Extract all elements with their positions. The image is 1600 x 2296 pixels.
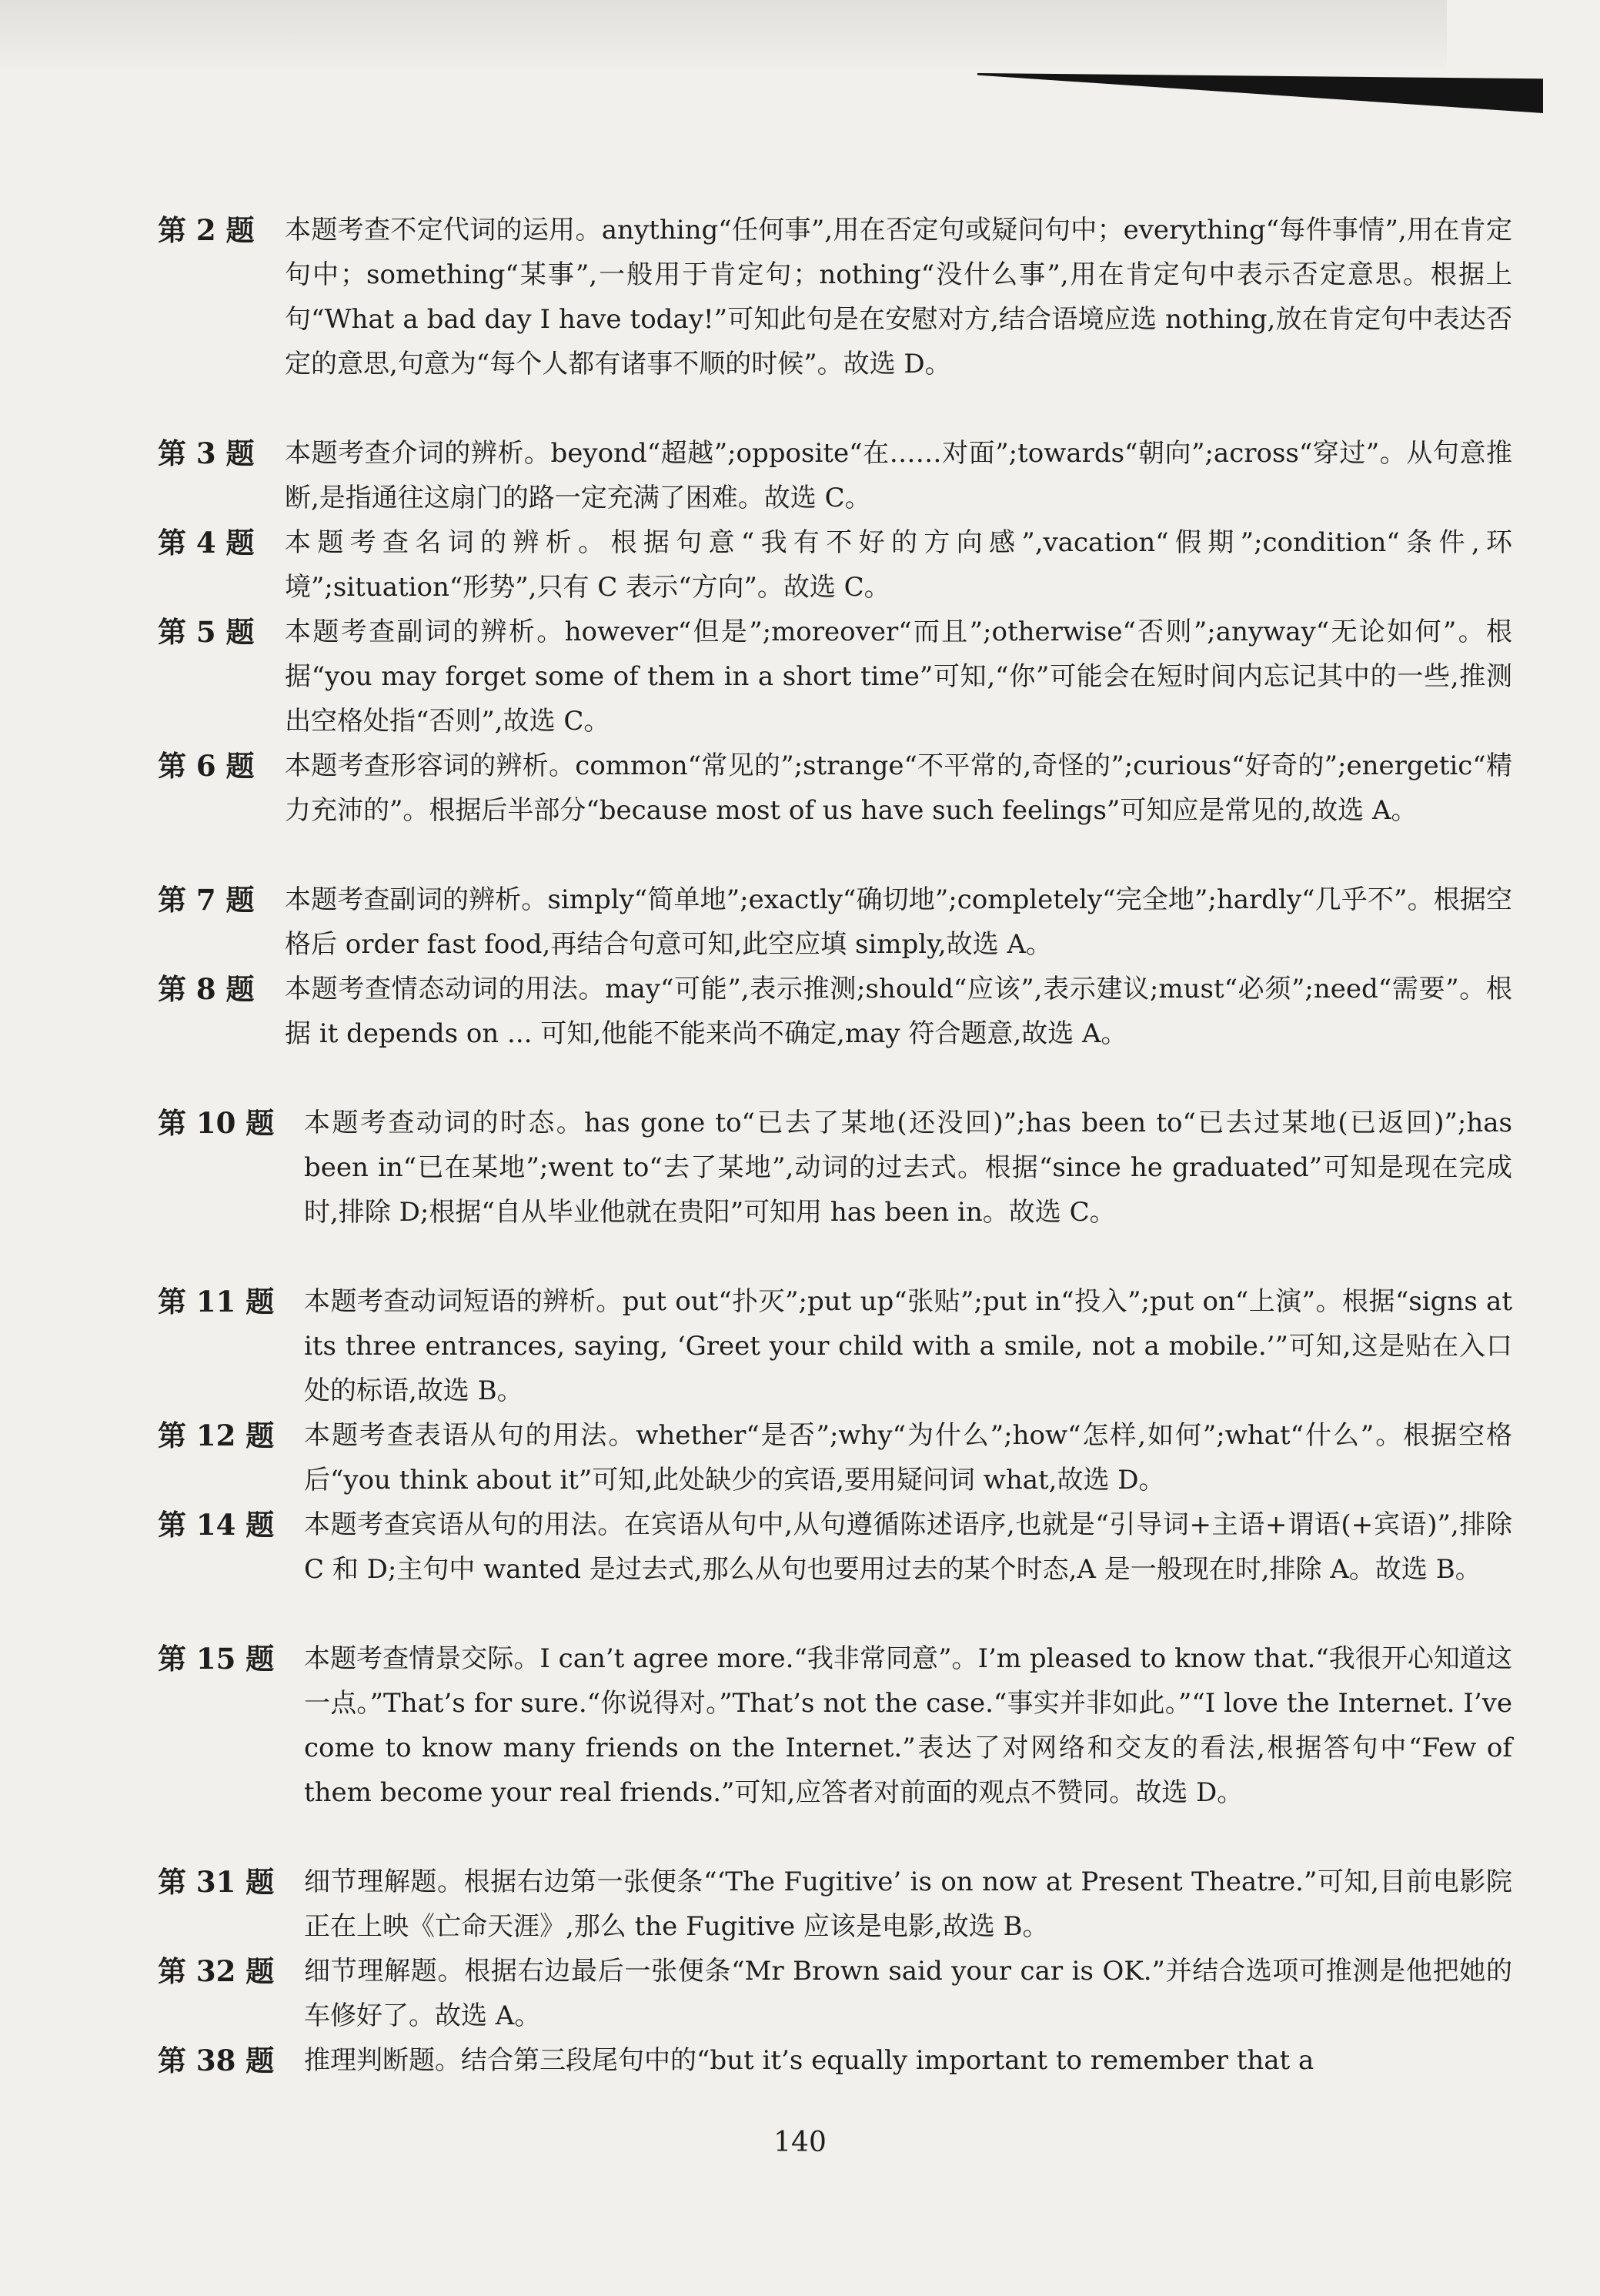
explanation-text: 本题考查宾语从句的用法。在宾语从句中,从句遵循陈述语序,也就是“引导词+主语+谓语(+宾语)”,排除 C 和 D;主句中 wanted 是过去式,那么从句也要用过去的某个时态,A 是一般现在时,排除 A。故选 B。 [304, 1509, 1512, 1585]
explanation-text: 细节理解题。根据右边第一张便条“‘The Fugitive’ is on now at Present Theatre.”可知,目前电影院正在上映《亡命天涯》,那么 the Fugitive 应该是电影,故选 B。 [304, 1867, 1512, 1942]
question-number: 第 38 题 [158, 2044, 275, 2077]
question-number: 第 12 题 [158, 1419, 275, 1452]
page-number: 140 [773, 2127, 827, 2158]
question-number: 第 10 题 [158, 1106, 275, 1140]
question-number: 第 31 题 [158, 1865, 275, 1899]
question-number: 第 14 题 [158, 1508, 275, 1542]
explanation-text: 细节理解题。根据右边最后一张便条“Mr Brown said your car is OK.”并结合选项可推测是他把她的车修好了。故选 A。 [304, 1956, 1512, 2031]
question-number: 第 7 题 [158, 883, 255, 917]
explanation-text: 本题考查动词短语的辨析。put out“扑灭”;put up“张贴”;put in“投入”;put on“上演”。根据“signs at its three entrances, saying, ‘Greet your child with a smile, not a mobile.’”可知,这是贴在入口处的标语,故选 B。 [304, 1286, 1512, 1406]
explanation-text: 本题考查表语从句的用法。whether“是否”;why“为什么”;how“怎样,如何”;what“什么”。根据空格后“you think about it”可知,此处缺少的宾语,要用疑问词 what,故选 D。 [304, 1420, 1512, 1496]
explanation-text: 本题考查情景交际。I can’t agree more.“我非常同意”。I’m pleased to know that.“我很开心知道这一点。”That’s for sure.“你说得对。”That’s not the case.“事实并非如此。”“I love the Internet. I’ve come to know many friends on the Internet.”表达了对网络和交友的看法,根据答句中“Few of them become your real friends.”可知,应答者对前面的观点不赞同。故选 D。 [304, 1643, 1512, 1808]
question-number: 第 15 题 [158, 1642, 275, 1676]
question-number: 第 3 题 [158, 436, 255, 470]
explanation-text: 推理判断题。结合第三段尾句中的“but it’s equally important to remember that a [304, 2045, 1314, 2076]
explanation-text: 本题考查动词的时态。has gone to“已去了某地(还没回)”;has been to“已去过某地(已返回)”;has been in“已在某地”;went to“去了某地”,动词的过去式。根据“since he graduated”可知是现在完成时,排除 D;根据“自从毕业他就在贵阳”可知用 has been in。故选 C。 [304, 1108, 1512, 1228]
question-number: 第 11 题 [158, 1285, 275, 1318]
explanation-text: 本题考查形容词的辨析。common“常见的”;strange“不平常的,奇怪的”;curious“好奇的”;energetic“精力充沛的”。根据后半部分“because most of us have such feelings”可知应是常见的,故选 A。 [285, 750, 1512, 826]
explanation-text: 本题考查介词的辨析。beyond“超越”;opposite“在……对面”;towards“朝向”;across“穿过”。从句意推断,是指通往这扇门的路一定充满了困难。故选 C。 [285, 438, 1512, 513]
question-number: 第 8 题 [158, 972, 255, 1006]
question-number: 第 6 题 [158, 749, 255, 783]
question-number: 第 4 题 [158, 526, 255, 560]
explanation-text: 本题考查副词的辨析。however“但是”;moreover“而且”;otherwise“否则”;anyway“无论如何”。根据“you may forget some of them in a short time”可知,“你”可能会在短时间内忘记其中的一些,推测出空格处指“否则”,故选 C。 [285, 617, 1512, 737]
explanation-text: 本题考查不定代词的运用。anything“任何事”,用在否定句或疑问句中；everything“每件事情”,用在肯定句中；something“某事”,一般用于肯定句；nothing“没什么事”,用在肯定句中表示否定意思。根据上句“What a bad day I have today!”可知此句是在安慰对方,结合语境应选 nothing,放在肯定句中表达否定的意思,句意为“每个人都有诸事不顺的时候”。故选 D。 [285, 215, 1512, 379]
question-number: 第 5 题 [158, 615, 255, 649]
question-number: 第 2 题 [158, 213, 255, 247]
explanation-text: 本题考查副词的辨析。simply“简单地”;exactly“确切地”;completely“完全地”;hardly“几乎不”。根据空格后 order fast food,再结合句意可知,此空应填 simply,故选 A。 [285, 884, 1512, 960]
question-number: 第 32 题 [158, 1954, 275, 1988]
explanation-text: 本题考查名词的辨析。根据句意“我有不好的方向感”,vacation“假期”;condition“条件,环境”;situation“形势”,只有 C 表示“方向”。故选 C。 [285, 527, 1512, 603]
explanation-text: 本题考查情态动词的用法。may“可能”,表示推测;should“应该”,表示建议;must“必须”;need“需要”。根据 it depends on ... 可知,他能不能来尚不确定,may 符合题意,故选 A。 [285, 974, 1512, 1049]
